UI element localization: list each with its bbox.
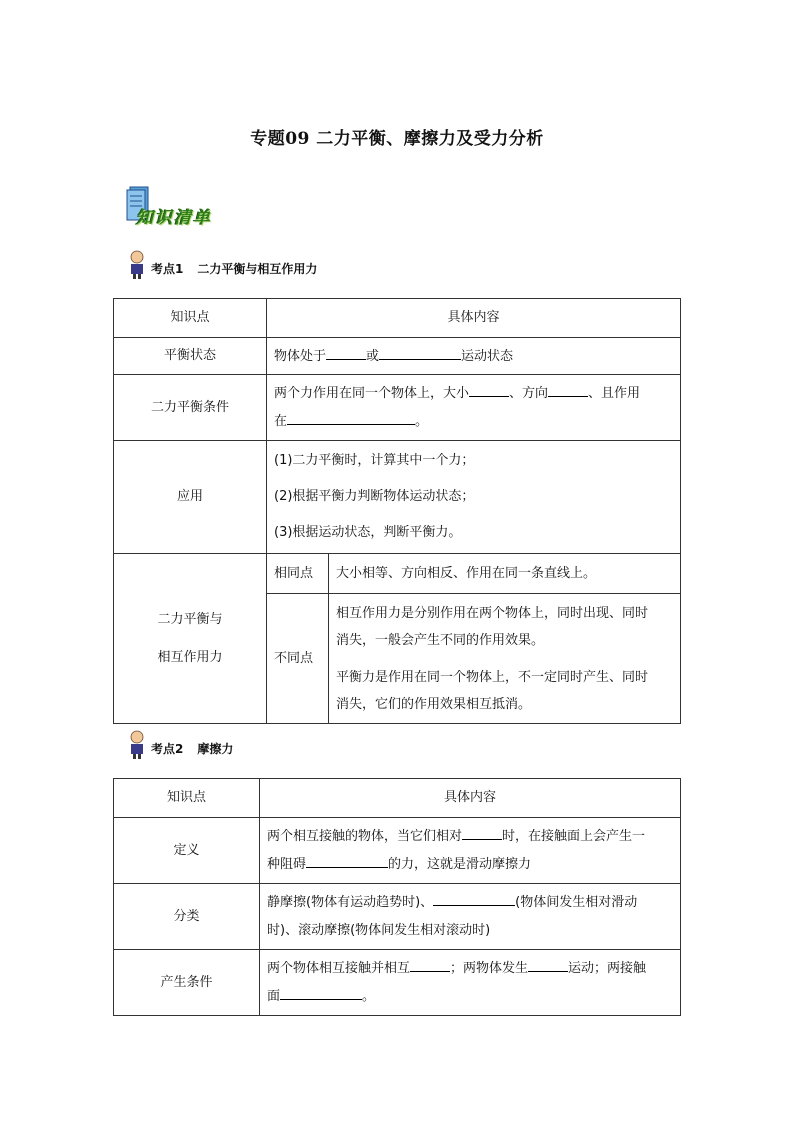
same-label: 相同点 bbox=[267, 554, 329, 594]
diff-label: 不同点 bbox=[267, 594, 329, 724]
row-name: 分类 bbox=[114, 884, 260, 950]
table-row bbox=[114, 950, 681, 1016]
fill-blank[interactable] bbox=[548, 382, 588, 397]
fill-blank[interactable] bbox=[433, 891, 515, 906]
banner-text: 知识清单 bbox=[136, 208, 212, 228]
diff-text: 相互作用力是分别作用在两个物体上，同时出现、同时 消失，一般会产生不同的作用效果。 平衡力是作用在同一个物体上，不一定同时产生、同时 消失，它们的作用效果相互抵消。 bbox=[329, 594, 681, 724]
table-friction bbox=[113, 778, 681, 1016]
fill-blank[interactable] bbox=[462, 825, 502, 840]
section-title: 摩擦力 bbox=[197, 742, 234, 756]
header-cell: 知识点 bbox=[114, 779, 260, 818]
row-content: 两个物体相互接触并相互 ；两物体发生 运动；两接触 面 。 bbox=[260, 950, 681, 1016]
row-name: 产生条件 bbox=[114, 950, 260, 1016]
header-cell: 具体内容 bbox=[260, 779, 681, 818]
fill-blank[interactable] bbox=[379, 345, 461, 360]
same-text: 大小相等、方向相反、作用在同一条直线上。 bbox=[329, 554, 681, 594]
teacher-icon bbox=[127, 730, 147, 760]
header-cell: 知识点 bbox=[114, 299, 267, 338]
table-row bbox=[114, 818, 681, 884]
table-row bbox=[114, 554, 681, 594]
row-name: 应用 bbox=[114, 441, 267, 554]
fill-blank[interactable] bbox=[528, 957, 568, 972]
teacher-icon bbox=[127, 250, 147, 280]
section-heading-1 bbox=[127, 250, 527, 280]
page-title: 专题09 二力平衡、摩擦力及受力分析 bbox=[250, 129, 544, 149]
section-label: 考点2 bbox=[151, 742, 184, 756]
row-content: 两个相互接触的物体，当它们相对 时，在接触面上会产生一 种阻碍 的力，这就是滑动摩擦力 bbox=[260, 818, 681, 884]
row-content: 静摩擦(物体有运动趋势时)、 (物体间发生相对滑动 时)、滚动摩擦(物体间发生相对滚动时) bbox=[260, 884, 681, 950]
fill-blank[interactable] bbox=[280, 985, 362, 1000]
table-row bbox=[114, 338, 681, 375]
section-title: 二力平衡与相互作用力 bbox=[197, 262, 318, 276]
table-balance bbox=[113, 298, 681, 724]
fill-blank[interactable] bbox=[326, 345, 366, 360]
fill-blank[interactable] bbox=[287, 410, 415, 425]
row-content: 两个力作用在同一个物体上，大小 、方向 、且作用 在 。 bbox=[267, 375, 681, 441]
row-name: 定义 bbox=[114, 818, 260, 884]
fill-blank[interactable] bbox=[469, 382, 509, 397]
fill-blank[interactable] bbox=[410, 957, 450, 972]
fill-blank[interactable] bbox=[306, 853, 388, 868]
table-header-row bbox=[114, 779, 681, 818]
table-row bbox=[114, 375, 681, 441]
table-header-row bbox=[114, 299, 681, 338]
header-cell: 具体内容 bbox=[267, 299, 681, 338]
row-name: 平衡状态 bbox=[114, 338, 267, 375]
knowledge-list-banner bbox=[126, 185, 242, 231]
row-name: 二力平衡与 相互作用力 bbox=[114, 554, 267, 724]
table-row bbox=[114, 441, 681, 554]
row-content: (1)二力平衡时，计算其中一个力； (2)根据平衡力判断物体运动状态； (3)根据运动状态，判断平衡力。 bbox=[267, 441, 681, 554]
row-name: 二力平衡条件 bbox=[114, 375, 267, 441]
section-heading-2 bbox=[127, 730, 527, 760]
section-label: 考点1 bbox=[151, 262, 184, 276]
table-row bbox=[114, 884, 681, 950]
row-content: 物体处于 或 运动状态 bbox=[267, 338, 681, 375]
